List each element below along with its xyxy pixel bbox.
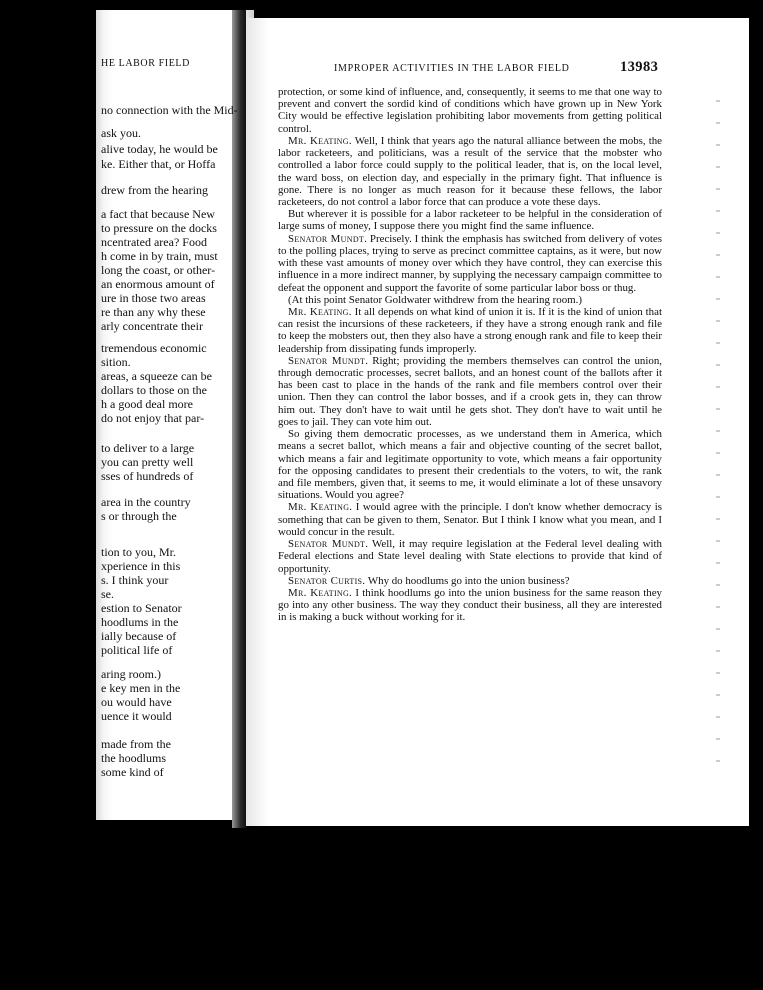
left-page-line: some kind of bbox=[101, 765, 164, 779]
left-page-line: h come in by train, must bbox=[101, 249, 218, 263]
paragraph-text: It all depends on what kind of union it is. If it is the kind of union that can resist the incursions of these racketeers, if they have a strong enough rank and file to keep the mobsters out, then they also have a strong enough rank and file to keep their leadership from dissipating funds improperly. bbox=[278, 305, 662, 355]
left-page-line: political life of bbox=[101, 643, 173, 657]
left-page-line: you can pretty well bbox=[101, 455, 194, 469]
left-page-line: to pressure on the docks bbox=[101, 221, 217, 235]
paragraph-text: protection, or some kind of influence, and, consequently, it seems to me that one way to prevent and convert the sordid kind of conditions which have grown up in New York City would be effective legislation prohibiting labor movements from getting political control. bbox=[278, 86, 662, 135]
left-page-line: hoodlums in the bbox=[101, 615, 179, 629]
left-page-line: ou would have bbox=[101, 695, 172, 709]
paragraph bbox=[278, 86, 662, 135]
speaker-name: Senator Mundt. bbox=[288, 538, 369, 551]
left-page-line: s. I think your bbox=[101, 573, 169, 587]
left-page-line: to deliver to a large bbox=[101, 441, 195, 455]
left-page-line: the hoodlums bbox=[101, 751, 166, 765]
page-number: 13983 bbox=[620, 59, 659, 75]
paragraph-text: Precisely. I think the emphasis has switched from delivery of votes to the polling places, trying to serve as precinct committee captains, as it were, but now with these vast amounts of money over which they have control, they can exercise this influence in a more indirect manner, by supplying the necessary campaign committee to defeat the opponent and support the favorite of some particular labor boss or thug. bbox=[278, 232, 662, 294]
paragraph bbox=[278, 575, 662, 587]
paragraph-text: Right; providing the members themselves can control the union, through democratic processes, secret ballots, and an honest count of the ballots after it has been cast to place in the hands of the rank and file members control over their union. Then they can control the labor bosses, and if a crook gets in, they can throw him out. They don't have to wait until he gets shot. They don't have to wait until he goes to jail. They can vote him out. bbox=[278, 354, 662, 428]
left-page-line: se. bbox=[101, 587, 114, 601]
left-page-line: made from the bbox=[101, 737, 171, 751]
left-page-line: tremendous economic bbox=[101, 341, 207, 355]
speaker-name: Senator Mundt. bbox=[288, 232, 368, 245]
left-page-line: tion to you, Mr. bbox=[101, 545, 177, 559]
left-page-line: a fact that because New bbox=[101, 207, 215, 221]
paragraph bbox=[278, 233, 662, 294]
left-page-line: sses of hundreds of bbox=[101, 469, 194, 483]
speaker-name: Senator Mundt. bbox=[288, 354, 369, 367]
left-page-line: ially because of bbox=[101, 629, 177, 643]
paragraph-text: I would agree with the principle. I don't know whether democracy is something that can be given to them, Senator. But I think I know what you mean, and I would concur in the result. bbox=[278, 501, 662, 538]
left-page-line: no connection with the Mid- bbox=[101, 103, 238, 117]
left-page-line: sition. bbox=[101, 355, 131, 369]
paragraph bbox=[278, 538, 662, 575]
left-page-line: alive today, he would be bbox=[101, 142, 218, 156]
left-page-line: xperience in this bbox=[101, 559, 181, 573]
paragraph-text: Well, I think that years ago the natural alliance between the mobs, the labor racketeers, and politicians, was a result of the service that the mobster who controlled a labor force could supply to the political leader, that is, on the local level, the ward boss, on election day, and especially in the primary fight. That influence is gone. There is no longer as much reason for it because these fellows, the labor racketeers, do not control a labor force that can produce a vote these days. bbox=[278, 134, 662, 208]
left-page-line: dollars to those on the bbox=[101, 383, 207, 397]
paragraph bbox=[278, 306, 662, 355]
paragraph bbox=[278, 587, 662, 624]
left-page-line: ure in those two areas bbox=[101, 291, 206, 305]
paragraph bbox=[278, 208, 662, 232]
paragraph-text: Well, it may require legislation at the Federal level dealing with Federal elections and State level dealing with State elections to provide that kind of opportunity. bbox=[278, 538, 662, 575]
left-page-line: an enormous amount of bbox=[101, 277, 215, 291]
margin-noise bbox=[716, 100, 720, 780]
paragraph-text: But wherever it is possible for a labor racketeer to be helpful in the consideration of large sums of money, I suppose there you might find the same influence. bbox=[278, 208, 662, 233]
left-page-line: ask you. bbox=[101, 126, 141, 140]
left-page-line: arly concentrate their bbox=[101, 319, 203, 333]
speaker-name: Mr. Keating. bbox=[288, 305, 352, 318]
left-page-line: s or through the bbox=[101, 509, 177, 523]
left-page-line: aring room.) bbox=[101, 667, 161, 681]
left-page-line: long the coast, or other- bbox=[101, 263, 216, 277]
left-page-line: do not enjoy that par- bbox=[101, 411, 205, 425]
left-page-line: areas, a squeeze can be bbox=[101, 369, 212, 383]
running-head: IMPROPER ACTIVITIES IN THE LABOR FIELD bbox=[334, 63, 570, 74]
paragraph-text: Why do hoodlums go into the union business? bbox=[365, 574, 570, 587]
left-running-head: HE LABOR FIELD bbox=[101, 58, 190, 69]
paragraph bbox=[278, 428, 662, 501]
left-page-line: drew from the hearing bbox=[101, 183, 208, 197]
left-page-line: uence it would bbox=[101, 709, 172, 723]
left-page-line: ke. Either that, or Hoffa bbox=[101, 157, 216, 171]
speaker-name: Senator Curtis. bbox=[288, 574, 366, 587]
left-page-line: ncentrated area? Food bbox=[101, 235, 207, 249]
paragraph-text: (At this point Senator Goldwater withdrew from the hearing room.) bbox=[288, 293, 582, 306]
left-page-line: re than any why these bbox=[101, 305, 206, 319]
right-page-body bbox=[278, 86, 662, 624]
paragraph bbox=[278, 294, 662, 306]
left-page-line: estion to Senator bbox=[101, 601, 182, 615]
paragraph-text: So giving them democratic processes, as we understand them in America, which means a secret ballot, which means a fair and objective counting of the secret ballot, which means a fair and legitimate opportunity to vote, which means a fair opportunity for the opposing candidates to present their credentials to the voters, to wit, the rank and file members, given that, it seems to me, it would eliminate a lot of these unsavory situations. Would you agree? bbox=[278, 428, 662, 502]
left-page-line: h a good deal more bbox=[101, 397, 193, 411]
left-page-line: e key men in the bbox=[101, 681, 181, 695]
paragraph bbox=[278, 355, 662, 428]
paragraph bbox=[278, 501, 662, 538]
speaker-name: Mr. Keating. bbox=[288, 586, 353, 599]
speaker-name: Mr. Keating. bbox=[288, 134, 352, 147]
speaker-name: Mr. Keating. bbox=[288, 501, 353, 514]
paragraph-text: I think hoodlums go into the union business for the same reason they go into any other business. The way they conduct their business, all they are interested in is making a buck without working for it. bbox=[278, 586, 662, 624]
left-page-line: area in the country bbox=[101, 495, 191, 509]
paragraph bbox=[278, 135, 662, 208]
